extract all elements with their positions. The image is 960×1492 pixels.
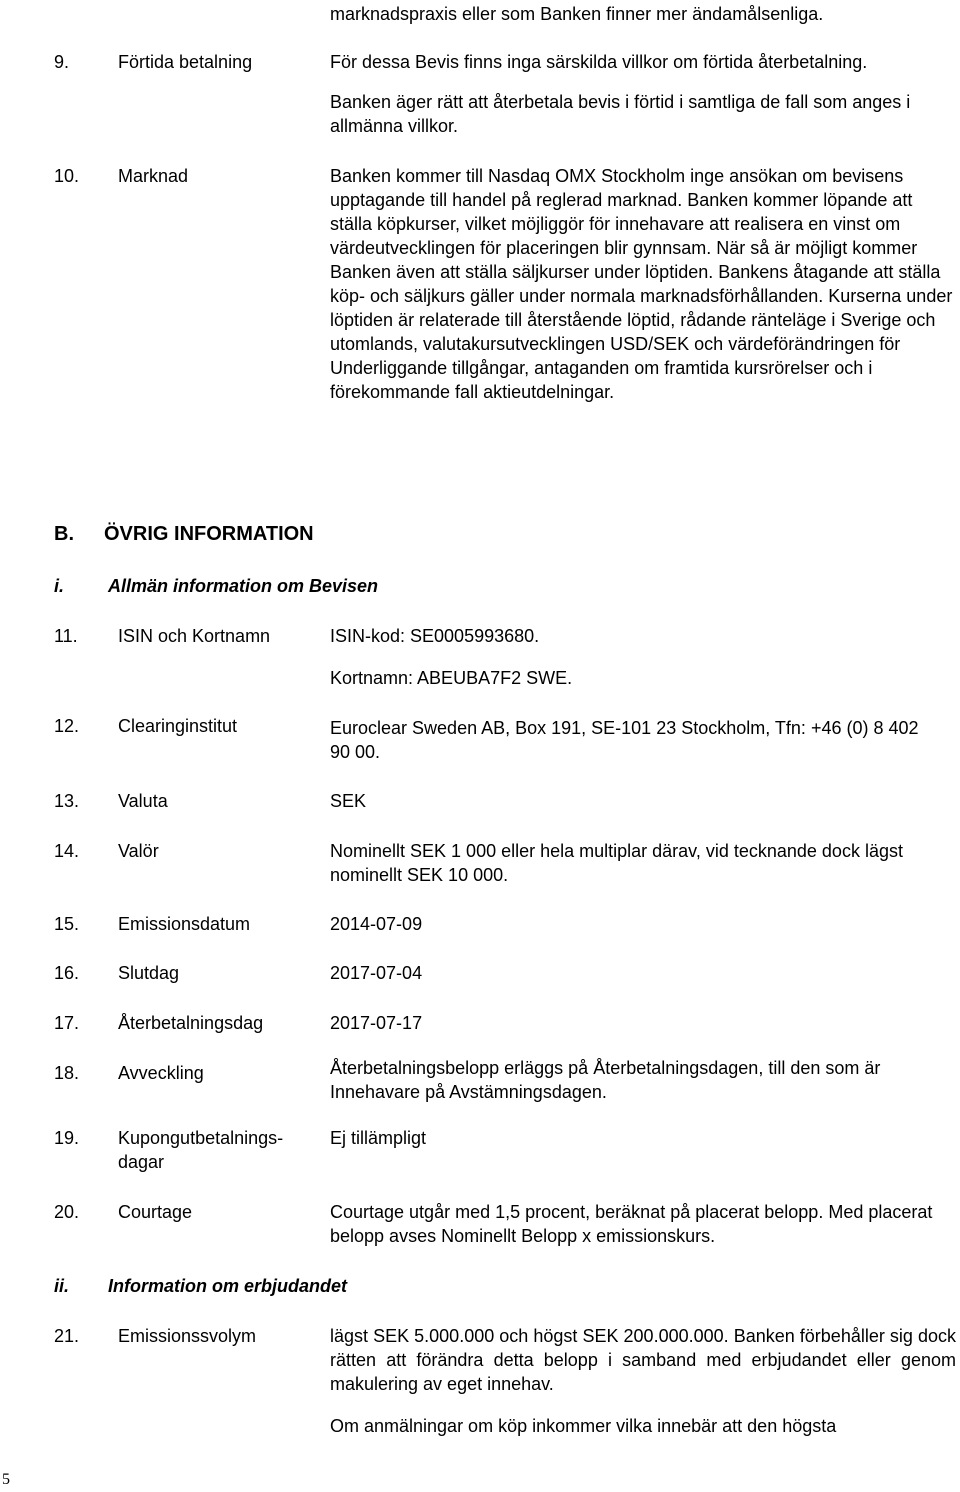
item-18-number: 18. [54, 1063, 80, 1083]
intro-tail-text: marknadspraxis eller som Banken finner mer ändamålsenliga. [330, 4, 824, 24]
item-11-kortnamn: Kortnamn: ABEUBA7F2 SWE. [330, 668, 573, 688]
item-16-number: 16. [54, 963, 80, 983]
item-15-text: 2014-07-09 [330, 914, 423, 934]
item-17-text: 2017-07-17 [330, 1013, 423, 1033]
item-12-label: Clearinginstitut [118, 716, 238, 736]
item-19-text: Ej tillämpligt [330, 1128, 427, 1148]
item-10-text: Banken kommer till Nasdaq OMX Stockholm inge ansökan om bevisens upptagande till handel på reglerad marknad. Banken kommer löpande att ställa köpkurser, vilket möjliggör för innehavare att realisera en vinst om värdeutvecklingen för placeringen blir gynnsam. När så är möjligt kommer Banken även att ställa säljkurser under löptiden. Bankens åtagande att ställa köp- och säljkurs gäller under normala marknadsförhållanden. Kurserna under löptiden är relaterade till återstående löptid, rådande ränteläge i Sverige och utomlands, valutakursutvecklingen USD/SEK och värdeförändringen för Underliggande tillgångar, antaganden om framtida kursrörelser och i förekommande fall aktieutdelningar. [330, 166, 953, 402]
item-21-text: lägst SEK 5.000.000 och högst SEK 200.000.000. Banken förbehåller sig dock rätten att förändra detta belopp i samband med erbjudandet eller genom makulering av eget innehav. [330, 1326, 956, 1394]
subsection-ii-numeral: ii. [54, 1276, 70, 1296]
item-17-label: Återbetalningsdag [118, 1013, 264, 1033]
item-13-label: Valuta [118, 791, 168, 811]
item-13-number: 13. [54, 791, 80, 811]
item-9-number: 9. [54, 52, 70, 72]
item-9-text-1: För dessa Bevis finns inga särskilda villkor om förtida återbetalning. [330, 52, 868, 72]
item-18-text: Återbetalningsbelopp erläggs på Återbetalningsdagen, till den som är Innehavare på Avstämningsdagen. [330, 1058, 881, 1102]
subsection-ii-title: Information om erbjudandet [108, 1276, 348, 1296]
item-21-number: 21. [54, 1326, 80, 1346]
item-19-number: 19. [54, 1128, 80, 1148]
item-17-number: 17. [54, 1013, 80, 1033]
item-14-text: Nominellt SEK 1 000 eller hela multiplar därav, vid tecknande dock lägst nominellt SEK 10 000. [330, 841, 903, 885]
item-14-number: 14. [54, 841, 80, 861]
subsection-i-title: Allmän information om Bevisen [108, 576, 379, 596]
item-20-number: 20. [54, 1202, 80, 1222]
item-16-text: 2017-07-04 [330, 963, 423, 983]
item-9-label: Förtida betalning [118, 52, 253, 72]
item-11-label: ISIN och Kortnamn [118, 626, 271, 646]
item-11-isin: ISIN-kod: SE0005993680. [330, 626, 540, 646]
item-9-text-2: Banken äger rätt att återbetala bevis i förtid i samtliga de fall som anges i allmänna villkor. [330, 92, 911, 136]
item-12-number: 12. [54, 716, 80, 736]
page-number: 5 [2, 1471, 10, 1488]
section-b-letter: B. [54, 523, 74, 545]
item-20-text: Courtage utgår med 1,5 procent, beräknat på placerat belopp. Med placerat belopp avses Nominellt Belopp x emissionskurs. [330, 1202, 933, 1246]
item-19-label: Kupongutbetalnings-dagar [118, 1128, 284, 1172]
item-16-label: Slutdag [118, 963, 180, 983]
section-b-title: ÖVRIG INFORMATION [104, 523, 314, 545]
item-21-label: Emissionssvolym [118, 1326, 257, 1346]
item-14-label: Valör [118, 841, 159, 861]
item-13-text: SEK [330, 791, 367, 811]
item-15-label: Emissionsdatum [118, 914, 251, 934]
item-18-label: Avveckling [118, 1063, 204, 1083]
item-20-label: Courtage [118, 1202, 193, 1222]
item-12-text: Euroclear Sweden AB, Box 191, SE-101 23 Stockholm, Tfn: +46 (0) 8 402 90 00. [330, 718, 919, 762]
item-10-number: 10. [54, 166, 80, 186]
item-15-number: 15. [54, 914, 80, 934]
subsection-i-numeral: i. [54, 576, 65, 596]
item-10-label: Marknad [118, 166, 189, 186]
item-11-number: 11. [54, 626, 78, 646]
item-21-text-2: Om anmälningar om köp inkommer vilka innebär att den högsta [330, 1416, 837, 1436]
